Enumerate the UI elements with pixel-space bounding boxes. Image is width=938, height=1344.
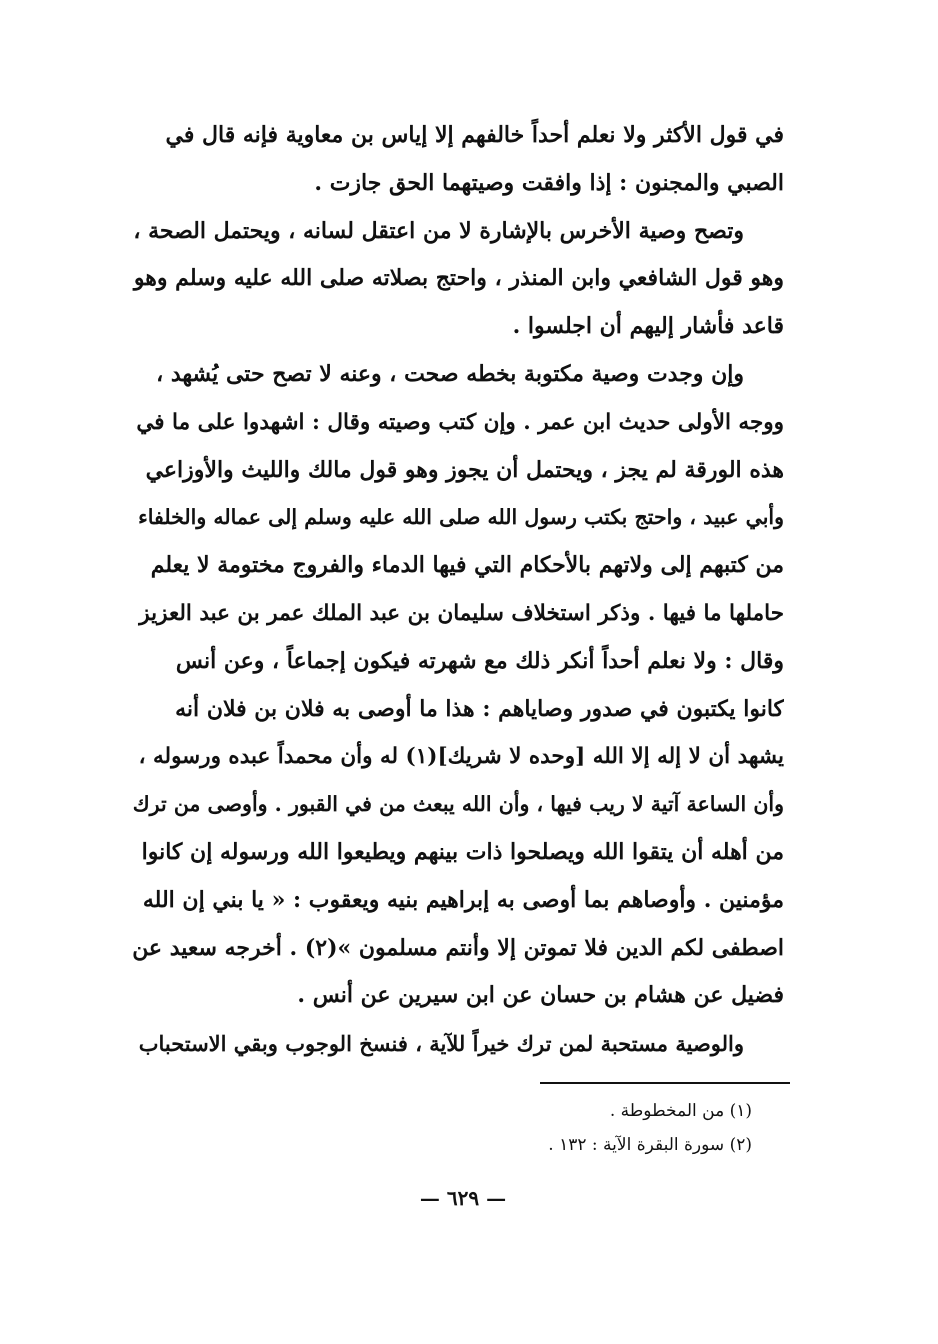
- text-line: وأن الساعة آتية لا ريب فيها ، وأن الله يبعث من في القبور . وأوصى من ترك: [132, 792, 784, 817]
- text-line: هذه الورقة لم يجز ، ويحتمل أن يجوز وهو قول مالك والليث والأوزاعي: [145, 456, 784, 483]
- text-line: يشهد أن لا إله إلا الله [وحده لا شريك](١) له وأن محمداً عبده ورسوله ،: [138, 744, 784, 770]
- footnote: (٢) سورة البقرة الآية : ١٣٢ .: [548, 1135, 752, 1155]
- footnote-separator: [540, 1082, 790, 1084]
- text-line: وأبي عبيد ، واحتج بكتب رسول الله صلى الله عليه وسلم إلى عماله والخلفاء: [138, 505, 784, 530]
- main-text: [128, 112, 784, 1068]
- footnote: (١) من المخطوطة .: [609, 1101, 752, 1121]
- text-line: فضيل عن هشام بن حسان عن ابن سيرين عن أنس .: [297, 982, 784, 1009]
- text-line: وإن وجدت وصية مكتوبة بخطه صحت ، وعنه لا تصح حتى يُشهد ،: [156, 360, 744, 387]
- text-line: في قول الأكثر ولا نعلم أحداً خالفهم إلا إياس بن معاوية فإنه قال في: [165, 122, 784, 148]
- text-line: مؤمنين . وأوصاهم بما أوصى به إبراهيم بنيه ويعقوب : « يا بني إن الله: [142, 886, 784, 913]
- text-line: قاعد فأشار إليهم أن اجلسوا .: [512, 313, 784, 340]
- text-line: الصبي والمجنون : إذا وافقت وصيتهما الحق جازت .: [314, 169, 784, 196]
- text-line: ووجه الأولى حديث ابن عمر . وإن كتب وصيته وقال : اشهدوا على ما في: [136, 409, 784, 435]
- text-line: والوصية مستحبة لمن ترك خيراً للآية ، فنسخ الوجوب وبقي الاستحباب: [138, 1031, 744, 1057]
- text-line: من أهله أن يتقوا الله ويصلحوا ذات بينهم ويطيعوا الله ورسوله إن كانوا: [141, 838, 784, 865]
- page-number: — ٦٢٩ —: [419, 1186, 507, 1210]
- text-line: كانوا يكتبون في صدور وصاياهم : هذا ما أوصى به فلان بن فلان أنه: [175, 695, 784, 722]
- footnotes: [300, 1094, 752, 1162]
- text-line: وهو قول الشافعي وابن المنذر ، واحتج بصلاته صلى الله عليه وسلم وهو: [133, 265, 784, 292]
- text-line: اصطفى لكم الدين فلا تموتن إلا وأنتم مسلمون »(٢) . أخرجه سعيد عن: [132, 934, 784, 961]
- text-line: حاملها ما فيها . وذكر استخلاف سليمان بن عبد الملك عمر بن عبد العزيز: [139, 600, 784, 626]
- text-line: وقال : ولا نعلم أحداً أنكر ذلك مع شهرته فيكون إجماعاً ، وعن أنس: [175, 647, 784, 674]
- text-line: من كتبهم إلى ولاتهم بالأحكام التي فيها الدماء والفروج مختومة لا يعلم: [150, 552, 784, 579]
- text-line: وتصح وصية الأخرس بالإشارة لا من اعتقل لسانه ، ويحتمل الصحة ،: [133, 217, 744, 244]
